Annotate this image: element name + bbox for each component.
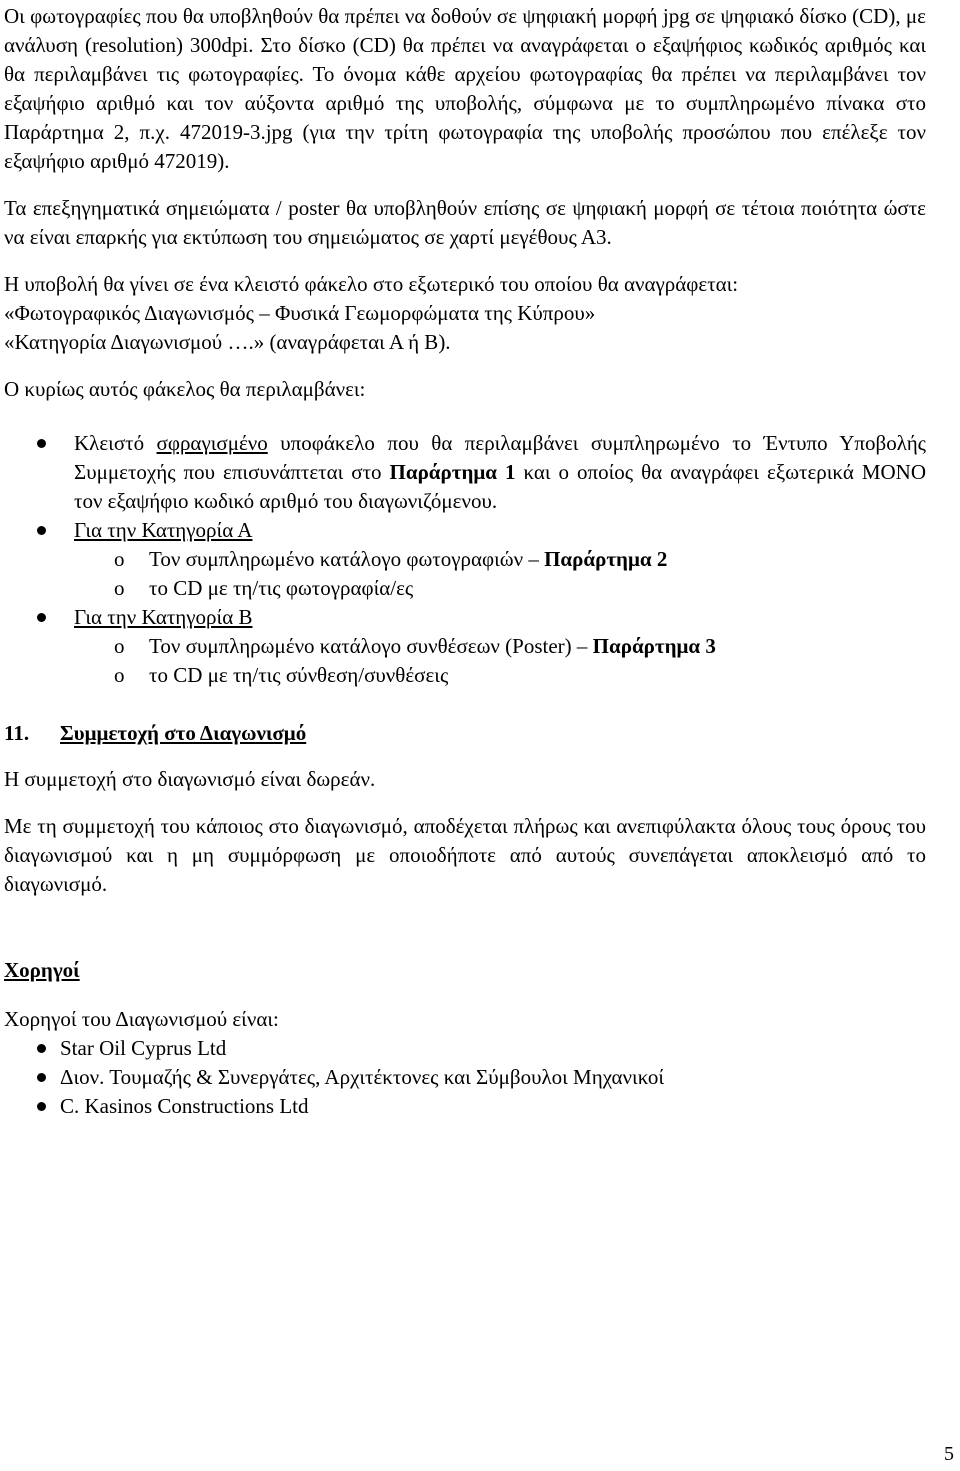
list-item-sealed-envelope: Κλειστό σφραγισμένο υποφάκελο που θα περιλαμβάνει συμπληρωμένο το Έντυπο Υποβολής Συμμετοχής που επισυνάπτεται στο Παράρτημα 1 και ο οποίος θα αναγράφει εξωτερικά ΜΟΝΟ τον εξαψήφιο κωδικό αριθμό του διαγωνιζόμενου. — [4, 429, 926, 516]
document-page — [4, 0, 926, 1121]
paragraph-free-participation: Η συμμετοχή στο διαγωνισμό είναι δωρεάν. — [4, 767, 376, 791]
section-number: 11. — [4, 721, 30, 745]
category-a-title: Για την Κατηγορία Α — [74, 518, 253, 542]
appendix-1-ref: Παράρτημα 1 — [389, 460, 516, 484]
paragraph-photo-format: Οι φωτογραφίες που θα υποβληθούν θα πρέπει να δοθούν σε ψηφιακή μορφή jpg σε ψηφιακό δίσκο (CD), με ανάλυση (resolution) 300dpi. Στο δίσκο (CD) θα πρέπει να αναγράφεται ο εξαψήφιος κωδικός αριθμός και θα περιλαμβάνει τις φωτογραφίες. Το όνομα κάθε αρχείου φωτογραφίας θα πρέπει να περιλαμβάνει τον εξαψήφιο αριθμό και τον αύξοντα αριθμό της υποβολής, σύμφωνα με το συμπληρωμένο πίνακα στο Παράρτημα 2, π.χ. 472019-3.jpg (για την τρίτη φωτογραφία της υποβολής προσώπου που επέλεξε τον εξαψήφιο αριθμό 472019). — [4, 4, 926, 173]
sponsor-item: C. Kasinos Constructions Ltd — [4, 1092, 926, 1121]
underlined-sealed: σφραγισμένο — [156, 431, 268, 455]
envelope-contents-list — [4, 429, 926, 690]
sub-bullet-icon: o — [114, 663, 125, 687]
paragraph-submission — [4, 270, 926, 357]
sponsor-item: Διον. Τουμαζής & Συνεργάτες, Αρχιτέκτονες και Σύμβουλοι Μηχανικοί — [4, 1063, 926, 1092]
sub-item: o Τον συμπληρωμένο κατάλογο συνθέσεων (Poster) – Παράρτημα 3 — [74, 632, 926, 661]
bullet-icon — [37, 613, 46, 622]
submission-line-2: «Φωτογραφικός Διαγωνισμός – Φυσικά Γεωμορφώματα της Κύπρου» — [4, 301, 596, 325]
sub-item: o το CD με τη/τις σύνθεση/συνθέσεις — [74, 661, 926, 690]
list-item-category-a — [4, 516, 926, 603]
sponsors-heading: Χορηγοί — [4, 958, 80, 982]
page-number: 5 — [944, 1443, 954, 1465]
category-b-title: Για την Κατηγορία Β — [74, 605, 253, 629]
sub-bullet-icon: o — [114, 547, 125, 571]
bullet-icon — [37, 439, 46, 448]
category-a-sublist — [74, 545, 926, 603]
submission-line-1: Η υποβολή θα γίνει σε ένα κλειστό φάκελο στο εξωτερικό του οποίου θα αναγράφεται: — [4, 272, 739, 296]
bullet-icon — [37, 1044, 46, 1053]
section-title: Συμμετοχή στο Διαγωνισμό — [60, 721, 307, 745]
section-11-heading — [4, 719, 926, 748]
bullet-icon — [37, 526, 46, 535]
sub-bullet-icon: o — [114, 634, 125, 658]
sub-item: o Τον συμπληρωμένο κατάλογο φωτογραφιών – Παράρτημα 2 — [74, 545, 926, 574]
sub-item: o το CD με τη/τις φωτογραφία/ες — [74, 574, 926, 603]
paragraph-terms-acceptance: Με τη συμμετοχή του κάποιος στο διαγωνισμό, αποδέχεται πλήρως και ανεπιφύλακτα όλους τους όρους του διαγωνισμού και η μη συμμόρφωση με οποιοδήποτε από αυτούς συνεπάγεται αποκλεισμό από το διαγωνισμό. — [4, 814, 926, 896]
paragraph-poster-notes: Τα επεξηγηματικά σημειώματα / poster θα υποβληθούν επίσης σε ψηφιακή μορφή σε τέτοια ποιότητα ώστε να είναι επαρκής για εκτύπωση του σημειώματος σε χαρτί μεγέθους Α3. — [4, 196, 926, 249]
bullet-icon — [37, 1102, 46, 1111]
sponsors-intro: Χορηγοί του Διαγωνισμού είναι: — [4, 1007, 279, 1031]
sponsor-item: Star Oil Cyprus Ltd — [4, 1034, 926, 1063]
category-b-sublist — [74, 632, 926, 690]
list-item-category-b — [4, 603, 926, 690]
submission-line-3: «Κατηγορία Διαγωνισμού ….» (αναγράφεται Α ή Β). — [4, 330, 451, 354]
sub-bullet-icon: o — [114, 576, 125, 600]
paragraph-envelope-contents: Ο κυρίως αυτός φάκελος θα περιλαμβάνει: — [4, 377, 366, 401]
bullet-icon — [37, 1073, 46, 1082]
sponsors-list — [4, 1034, 926, 1121]
